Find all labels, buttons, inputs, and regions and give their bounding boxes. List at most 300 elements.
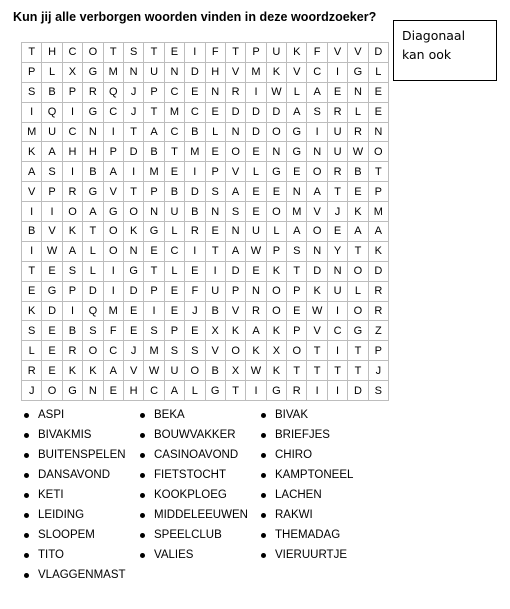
grid-cell: E (42, 361, 62, 381)
grid-cell: E (368, 82, 388, 102)
grid-cell: B (62, 321, 82, 341)
grid-cell: N (123, 241, 143, 261)
grid-cell: U (144, 62, 164, 82)
grid-cell: L (22, 341, 42, 361)
grid-cell: R (246, 301, 266, 321)
grid-cell: E (266, 182, 286, 202)
grid-cell: O (83, 43, 103, 63)
word-list-item: FIETSTOCHT (135, 465, 248, 485)
grid-cell: T (103, 43, 123, 63)
grid-cell: H (62, 142, 82, 162)
grid-cell: E (205, 142, 225, 162)
grid-cell: G (103, 202, 123, 222)
grid-cell: H (42, 43, 62, 63)
grid-cell: D (246, 122, 266, 142)
grid-cell: O (123, 202, 143, 222)
grid-cell: G (42, 281, 62, 301)
grid-cell: D (348, 381, 368, 401)
grid-cell: R (368, 301, 388, 321)
grid-cell: A (307, 82, 327, 102)
grid-cell: B (42, 82, 62, 102)
grid-cell: L (185, 381, 205, 401)
grid-cell: A (83, 202, 103, 222)
grid-cell: A (225, 241, 245, 261)
word-list-item: BOUWVAKKER (135, 425, 248, 445)
grid-cell: A (287, 222, 307, 242)
grid-cell: E (42, 341, 62, 361)
grid-cell: P (144, 281, 164, 301)
grid-cell: E (164, 301, 184, 321)
grid-cell: N (123, 62, 143, 82)
grid-cell: T (348, 241, 368, 261)
grid-cell: B (164, 182, 184, 202)
grid-cell: N (225, 122, 245, 142)
grid-cell: C (185, 102, 205, 122)
grid-cell: P (62, 82, 82, 102)
word-list-item: TITO (19, 545, 126, 565)
grid-cell: I (22, 202, 42, 222)
grid-cell: L (205, 122, 225, 142)
grid-cell: G (266, 162, 286, 182)
grid-cell: A (246, 321, 266, 341)
grid-cell: N (164, 62, 184, 82)
grid-cell: T (307, 361, 327, 381)
word-list-item: KAMPTONEEL (256, 465, 353, 485)
grid-cell: K (368, 241, 388, 261)
grid-cell: V (287, 62, 307, 82)
grid-cell: S (144, 321, 164, 341)
grid-cell: S (307, 102, 327, 122)
grid-cell: O (348, 261, 368, 281)
grid-cell: G (83, 62, 103, 82)
grid-cell: G (287, 122, 307, 142)
hint-box (393, 20, 497, 81)
grid-cell: I (22, 102, 42, 122)
grid-cell: F (103, 321, 123, 341)
grid-cell: D (185, 182, 205, 202)
grid-cell: I (327, 62, 347, 82)
grid-cell: O (307, 162, 327, 182)
grid-cell: K (307, 281, 327, 301)
grid-cell: H (83, 142, 103, 162)
grid-cell: N (225, 222, 245, 242)
grid-cell: J (368, 361, 388, 381)
grid-cell: K (62, 222, 82, 242)
grid-cell: F (307, 43, 327, 63)
grid-cell: V (307, 202, 327, 222)
grid-cell: U (164, 202, 184, 222)
grid-cell: O (266, 122, 286, 142)
grid-cell: C (62, 43, 82, 63)
grid-cell: L (287, 82, 307, 102)
grid-cell: U (164, 361, 184, 381)
grid-cell: W (246, 241, 266, 261)
grid-cell: E (22, 281, 42, 301)
word-list-item: CASINOAVOND (135, 445, 248, 465)
grid-cell: L (164, 261, 184, 281)
grid-cell: B (144, 142, 164, 162)
grid-cell: K (123, 222, 143, 242)
word-list-item: KOOKPLOEG (135, 485, 248, 505)
word-list-item: DANSAVOND (19, 465, 126, 485)
word-list-item: ASPI (19, 405, 126, 425)
grid-cell: I (22, 241, 42, 261)
grid-cell: N (246, 281, 266, 301)
grid-cell: D (123, 281, 143, 301)
grid-cell: R (185, 222, 205, 242)
word-list-item: THEMADAG (256, 525, 353, 545)
grid-cell: K (266, 261, 286, 281)
grid-cell: G (144, 222, 164, 242)
grid-cell: R (62, 182, 82, 202)
grid-cell: B (185, 202, 205, 222)
grid-cell: M (144, 162, 164, 182)
grid-cell: E (123, 321, 143, 341)
grid-cell: I (103, 122, 123, 142)
grid-cell: M (164, 102, 184, 122)
grid-cell: C (307, 62, 327, 82)
grid-cell: E (327, 222, 347, 242)
grid-cell: D (225, 102, 245, 122)
word-list-item: BIVAK (256, 405, 353, 425)
grid-cell: I (205, 261, 225, 281)
word-list-item: VLAGGENMAST (19, 565, 126, 585)
grid-cell: U (327, 142, 347, 162)
grid-cell: V (103, 182, 123, 202)
grid-cell: R (83, 82, 103, 102)
grid-cell: D (185, 62, 205, 82)
grid-cell: K (266, 62, 286, 82)
grid-cell: C (164, 122, 184, 142)
grid-row (22, 122, 389, 142)
grid-cell: T (205, 241, 225, 261)
word-list-item: VALIES (135, 545, 248, 565)
grid-cell: E (368, 102, 388, 122)
word-list-item: SPEELCLUB (135, 525, 248, 545)
grid-cell: R (348, 122, 368, 142)
grid-cell: G (266, 381, 286, 401)
grid-cell: E (327, 82, 347, 102)
hint-line-1: Diagonaal (402, 28, 466, 43)
word-list-item: BIVAKMIS (19, 425, 126, 445)
grid-cell: D (266, 102, 286, 122)
grid-cell: E (348, 182, 368, 202)
grid-cell: L (83, 241, 103, 261)
grid-cell: S (22, 82, 42, 102)
word-list-item: KETI (19, 485, 126, 505)
grid-cell: A (22, 162, 42, 182)
grid-cell: L (348, 102, 368, 122)
grid-cell: E (144, 241, 164, 261)
grid-cell: K (225, 321, 245, 341)
grid-cell: T (123, 122, 143, 142)
grid-cell: U (42, 122, 62, 142)
grid-cell: N (266, 142, 286, 162)
word-list-column-1 (19, 405, 126, 585)
grid-cell: P (246, 43, 266, 63)
grid-cell: A (103, 162, 123, 182)
grid-cell: R (368, 281, 388, 301)
grid-row (22, 82, 389, 102)
grid-cell: L (348, 281, 368, 301)
grid-cell: G (287, 142, 307, 162)
grid-cell: I (103, 261, 123, 281)
grid-cell: P (62, 281, 82, 301)
grid-cell: I (185, 162, 205, 182)
grid-cell: U (327, 281, 347, 301)
grid-cell: K (22, 301, 42, 321)
grid-cell: K (246, 341, 266, 361)
grid-cell: S (205, 182, 225, 202)
grid-cell: T (225, 381, 245, 401)
grid-cell: C (144, 381, 164, 401)
word-list-item: RAKWI (256, 505, 353, 525)
word-list-item: LEIDING (19, 505, 126, 525)
grid-cell: U (266, 43, 286, 63)
grid-cell: E (185, 82, 205, 102)
grid-cell: I (246, 82, 266, 102)
grid-cell: P (205, 162, 225, 182)
grid-cell: I (185, 43, 205, 63)
grid-cell: L (164, 222, 184, 242)
grid-cell: E (185, 261, 205, 281)
grid-cell: I (327, 341, 347, 361)
grid-row (22, 43, 389, 63)
grid-row (22, 222, 389, 242)
grid-cell: U (327, 122, 347, 142)
grid-cell: G (83, 102, 103, 122)
grid-cell: W (266, 82, 286, 102)
grid-row (22, 102, 389, 122)
grid-cell: T (144, 43, 164, 63)
grid-cell: I (246, 381, 266, 401)
grid-cell: R (62, 341, 82, 361)
grid-cell: N (205, 202, 225, 222)
grid-cell: K (22, 142, 42, 162)
grid-cell: L (83, 261, 103, 281)
grid-cell: T (144, 261, 164, 281)
grid-cell: R (225, 82, 245, 102)
grid-row (22, 301, 389, 321)
grid-cell: O (266, 301, 286, 321)
grid-cell: T (307, 341, 327, 361)
grid-cell: D (42, 301, 62, 321)
grid-cell: O (266, 281, 286, 301)
hint-line-2: kan ook (402, 47, 452, 62)
grid-cell: E (246, 182, 266, 202)
grid-row (22, 381, 389, 401)
grid-cell: B (348, 162, 368, 182)
grid-cell: P (103, 142, 123, 162)
grid-cell: D (307, 261, 327, 281)
grid-row (22, 182, 389, 202)
grid-cell: S (123, 43, 143, 63)
grid-cell: T (123, 182, 143, 202)
grid-cell: I (123, 162, 143, 182)
grid-cell: E (246, 142, 266, 162)
grid-row (22, 142, 389, 162)
grid-cell: X (62, 62, 82, 82)
word-list-item: BEKA (135, 405, 248, 425)
grid-cell: R (22, 361, 42, 381)
grid-cell: J (123, 341, 143, 361)
grid-cell: N (144, 202, 164, 222)
grid-cell: E (246, 202, 266, 222)
grid-cell: O (225, 142, 245, 162)
grid-cell: S (287, 241, 307, 261)
grid-cell: M (103, 301, 123, 321)
grid-cell: S (368, 381, 388, 401)
grid-cell: B (205, 361, 225, 381)
grid-cell: Q (42, 102, 62, 122)
grid-cell: W (307, 301, 327, 321)
grid-cell: T (287, 261, 307, 281)
grid-cell: O (225, 341, 245, 361)
grid-cell: P (22, 62, 42, 82)
grid-cell: S (22, 321, 42, 341)
grid-cell: E (164, 281, 184, 301)
grid-cell: K (62, 361, 82, 381)
grid-cell: J (327, 202, 347, 222)
grid-cell: O (103, 222, 123, 242)
grid-cell: G (348, 321, 368, 341)
grid-cell: D (83, 281, 103, 301)
grid-cell: V (42, 222, 62, 242)
grid-cell: S (185, 341, 205, 361)
grid-cell: F (185, 281, 205, 301)
grid-cell: V (348, 43, 368, 63)
grid-cell: I (327, 381, 347, 401)
grid-cell: I (62, 102, 82, 122)
grid-cell: Q (83, 301, 103, 321)
grid-cell: H (205, 62, 225, 82)
grid-cell: G (205, 381, 225, 401)
grid-cell: T (327, 361, 347, 381)
grid-cell: P (287, 281, 307, 301)
grid-cell: P (164, 321, 184, 341)
grid-cell: T (368, 162, 388, 182)
grid-cell: O (42, 381, 62, 401)
grid-cell: W (348, 142, 368, 162)
grid-row (22, 341, 389, 361)
grid-cell: I (327, 301, 347, 321)
grid-cell: E (42, 321, 62, 341)
grid-cell: T (22, 43, 42, 63)
grid-cell: S (225, 202, 245, 222)
grid-cell: E (246, 261, 266, 281)
grid-cell: G (62, 381, 82, 401)
grid-cell: C (62, 122, 82, 142)
grid-row (22, 261, 389, 281)
grid-cell: T (225, 43, 245, 63)
grid-cell: O (287, 341, 307, 361)
grid-cell: S (42, 162, 62, 182)
grid-cell: A (287, 102, 307, 122)
grid-cell: B (22, 222, 42, 242)
grid-cell: S (83, 321, 103, 341)
grid-cell: M (22, 122, 42, 142)
grid-cell: O (307, 222, 327, 242)
grid-row (22, 202, 389, 222)
grid-row (22, 162, 389, 182)
grid-cell: L (266, 222, 286, 242)
grid-cell: N (368, 122, 388, 142)
word-list-item: VIERUURTJE (256, 545, 353, 565)
grid-cell: Z (368, 321, 388, 341)
grid-cell: A (42, 142, 62, 162)
grid-cell: D (123, 142, 143, 162)
grid-cell: G (348, 62, 368, 82)
grid-cell: P (368, 182, 388, 202)
grid-cell: I (307, 122, 327, 142)
grid-cell: I (307, 381, 327, 401)
grid-cell: E (103, 381, 123, 401)
grid-cell: I (62, 301, 82, 321)
grid-cell: N (348, 82, 368, 102)
grid-cell: A (144, 122, 164, 142)
grid-cell: D (246, 102, 266, 122)
grid-cell: T (287, 361, 307, 381)
grid-cell: V (327, 43, 347, 63)
grid-cell: J (22, 381, 42, 401)
grid-cell: P (287, 321, 307, 341)
grid-cell: V (225, 162, 245, 182)
grid-cell: V (225, 62, 245, 82)
grid-cell: F (205, 43, 225, 63)
grid-row (22, 241, 389, 261)
grid-cell: I (103, 281, 123, 301)
grid-row (22, 361, 389, 381)
grid-cell: J (185, 301, 205, 321)
grid-cell: N (205, 82, 225, 102)
grid-cell: T (348, 341, 368, 361)
grid-cell: T (144, 102, 164, 122)
grid-cell: G (83, 182, 103, 202)
grid-cell: N (83, 122, 103, 142)
grid-cell: P (266, 241, 286, 261)
word-list-item: CHIRO (256, 445, 353, 465)
grid-cell: B (205, 301, 225, 321)
grid-cell: Y (327, 241, 347, 261)
grid-cell: K (348, 202, 368, 222)
grid-cell: M (287, 202, 307, 222)
grid-cell: K (266, 361, 286, 381)
grid-cell: C (164, 82, 184, 102)
grid-cell: K (287, 43, 307, 63)
grid-cell: M (185, 142, 205, 162)
word-list-item: BRIEFJES (256, 425, 353, 445)
grid-row (22, 321, 389, 341)
grid-cell: E (205, 102, 225, 122)
grid-cell: M (144, 341, 164, 361)
grid-cell: E (205, 222, 225, 242)
grid-cell: B (83, 162, 103, 182)
grid-cell: W (42, 241, 62, 261)
grid-cell: J (123, 82, 143, 102)
grid-cell: O (266, 202, 286, 222)
grid-cell: G (123, 261, 143, 281)
grid-cell: P (225, 281, 245, 301)
grid-cell: T (348, 361, 368, 381)
grid-cell: K (83, 361, 103, 381)
grid-cell: K (266, 321, 286, 341)
grid-cell: T (83, 222, 103, 242)
grid-cell: D (368, 261, 388, 281)
grid-cell: D (225, 261, 245, 281)
grid-cell: A (62, 241, 82, 261)
grid-cell: A (348, 222, 368, 242)
grid-cell: O (368, 142, 388, 162)
